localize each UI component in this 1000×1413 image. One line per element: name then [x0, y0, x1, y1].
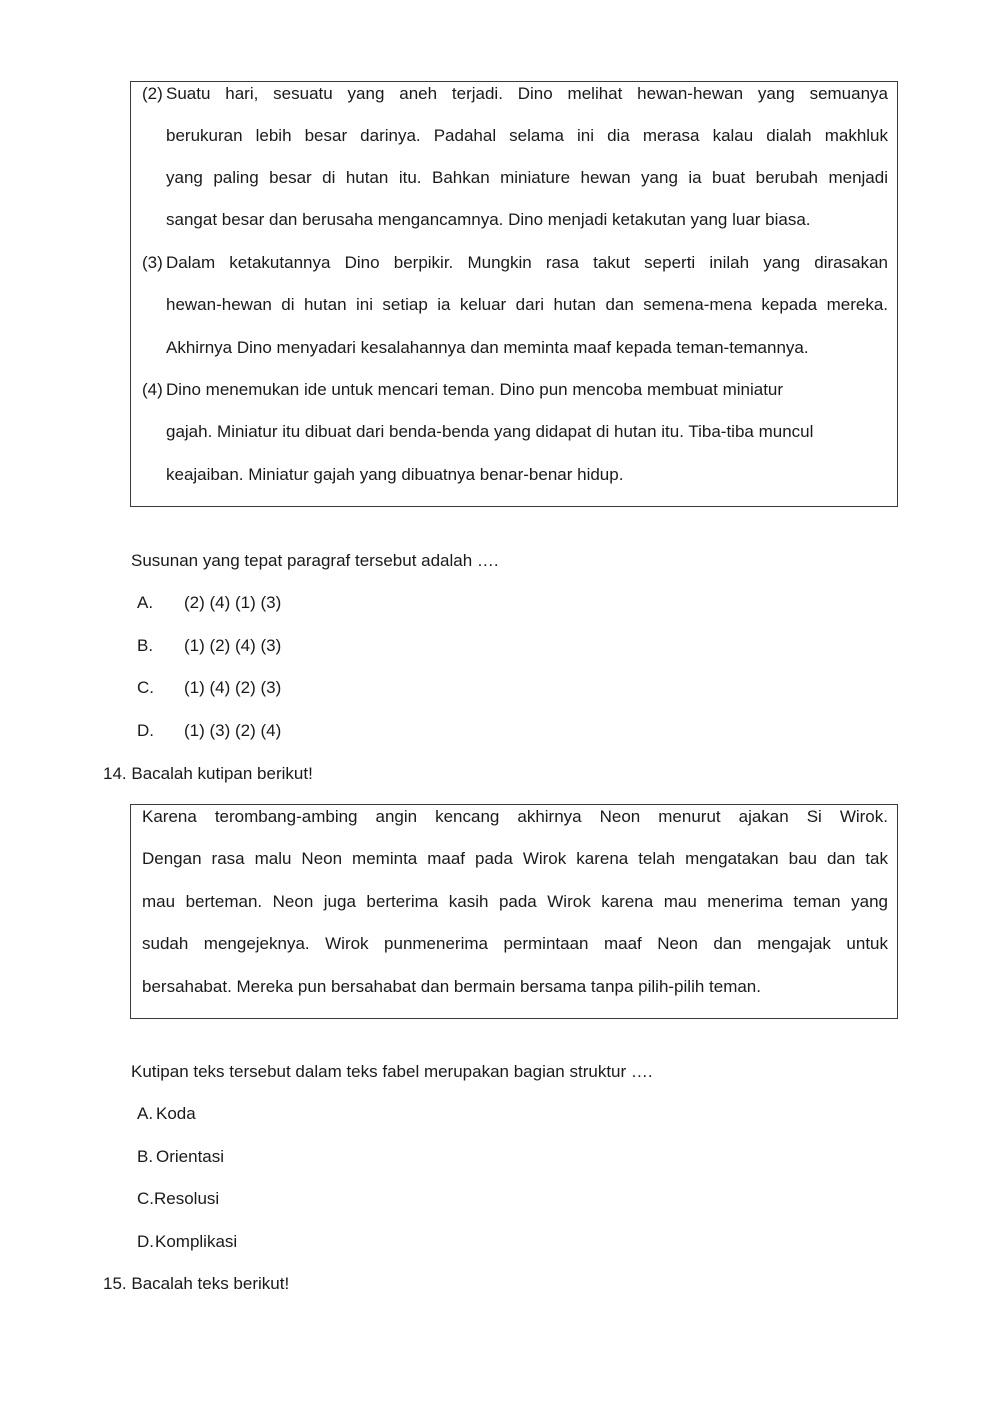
option-text[interactable]: Koda — [156, 1104, 196, 1123]
paragraph-line: berukuran lebih besar darinya. Padahal selama ini dia merasa kalau dialah makhluk — [166, 126, 888, 145]
paragraph-line: sangat besar dan berusaha mengancamnya. Dino menjadi ketakutan yang luar biasa. — [166, 210, 811, 229]
option-text[interactable]: (1) (3) (2) (4) — [184, 721, 282, 740]
option-text[interactable]: Orientasi — [156, 1147, 225, 1166]
excerpt-line: Dengan rasa malu Neon meminta maaf pada Wirok karena telah mengatakan bau dan tak — [142, 849, 888, 868]
option-text[interactable]: (2) (4) (1) (3) — [184, 593, 282, 612]
option-text[interactable]: (1) (2) (4) (3) — [184, 636, 282, 655]
option-text[interactable]: Komplikasi — [155, 1232, 238, 1251]
paragraph-number: (3) — [142, 253, 163, 272]
paragraph-number: (2) — [142, 84, 163, 103]
question-prompt: Susunan yang tepat paragraf tersebut adalah …. — [131, 551, 499, 570]
option-letter[interactable]: A. — [137, 1104, 154, 1123]
paragraph-line: gajah. Miniatur itu dibuat dari benda-benda yang didapat di hutan itu. Tiba-tiba muncul — [166, 422, 814, 441]
option-letter[interactable]: B. — [137, 636, 154, 655]
excerpt-line: sudah mengejeknya. Wirok punmenerima permintaan maaf Neon dan mengajak untuk — [142, 934, 888, 953]
option-letter[interactable]: C. — [137, 1189, 154, 1208]
excerpt-box — [130, 804, 898, 1019]
option-letter[interactable]: A. — [137, 593, 154, 612]
question-heading: 14. Bacalah kutipan berikut! — [103, 764, 313, 783]
paragraph-box — [130, 81, 898, 507]
paragraph-line: Dino menemukan ide untuk mencari teman. Dino pun mencoba membuat miniatur — [166, 380, 784, 399]
paragraph-line: Akhirnya Dino menyadari kesalahannya dan meminta maaf kepada teman-temannya. — [166, 338, 809, 357]
excerpt-line: Karena terombang-ambing angin kencang akhirnya Neon menurut ajakan Si Wirok. — [142, 807, 888, 826]
paragraph-line: Suatu hari, sesuatu yang aneh terjadi. Dino melihat hewan-hewan yang semuanya — [166, 84, 888, 103]
option-letter[interactable]: C. — [137, 678, 154, 697]
paragraph-line: keajaiban. Miniatur gajah yang dibuatnya benar-benar hidup. — [166, 465, 624, 484]
paragraph-number: (4) — [142, 380, 163, 399]
option-letter[interactable]: D. — [137, 721, 154, 740]
paragraph-line: yang paling besar di hutan itu. Bahkan miniature hewan yang ia buat berubah menjadi — [166, 168, 888, 187]
excerpt-line: bersahabat. Mereka pun bersahabat dan bermain bersama tanpa pilih-pilih teman. — [142, 977, 761, 996]
excerpt-line: mau berteman. Neon juga berterima kasih pada Wirok karena mau menerima teman yang — [142, 892, 888, 911]
paragraph-line: Dalam ketakutannya Dino berpikir. Mungkin rasa takut seperti inilah yang dirasakan — [166, 253, 888, 272]
option-letter[interactable]: D. — [137, 1232, 154, 1251]
option-text[interactable]: Resolusi — [154, 1189, 220, 1208]
paragraph-line: hewan-hewan di hutan ini setiap ia keluar dari hutan dan semena-mena kepada mereka. — [166, 295, 888, 314]
question-heading: 15. Bacalah teks berikut! — [103, 1274, 290, 1293]
option-text[interactable]: (1) (4) (2) (3) — [184, 678, 282, 697]
option-letter[interactable]: B. — [137, 1147, 154, 1166]
question-prompt: Kutipan teks tersebut dalam teks fabel merupakan bagian struktur …. — [131, 1062, 653, 1081]
